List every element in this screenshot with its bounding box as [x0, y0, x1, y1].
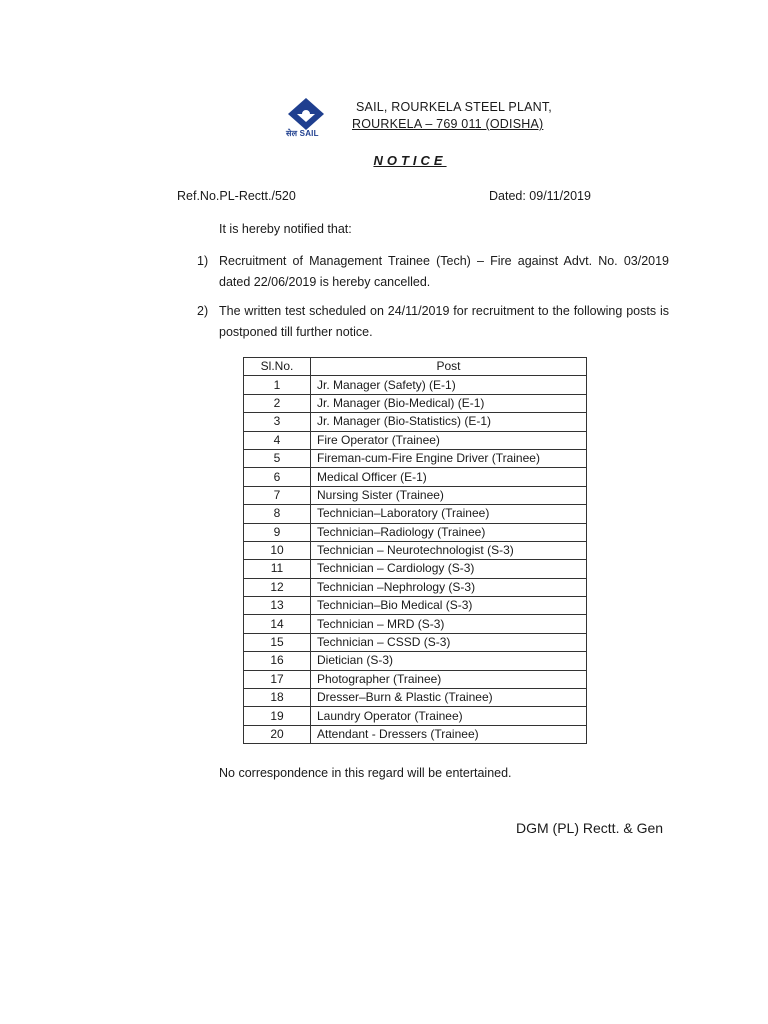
post-cell: Technician–Radiology (Trainee) [311, 523, 587, 541]
sl-no-cell: 2 [244, 394, 311, 412]
sl-no-cell: 9 [244, 523, 311, 541]
post-cell: Photographer (Trainee) [311, 670, 587, 688]
sl-no-cell: 13 [244, 597, 311, 615]
notice-item-2 [197, 301, 669, 343]
sl-no-cell: 3 [244, 413, 311, 431]
sl-no-cell: 10 [244, 541, 311, 559]
intro-text: It is hereby notified that: [219, 222, 352, 236]
sl-no-cell: 5 [244, 449, 311, 467]
item-text: Recruitment of Management Trainee (Tech) – Fire against Advt. No. 03/2019 dated 22/06/2019 is hereby cancelled. [219, 254, 669, 289]
sl-no-cell: 16 [244, 652, 311, 670]
sl-no-cell: 20 [244, 725, 311, 743]
post-cell: Technician–Laboratory (Trainee) [311, 505, 587, 523]
sl-no-cell: 4 [244, 431, 311, 449]
logo-text: सेल SAIL [286, 129, 319, 138]
post-cell: Technician – Cardiology (S-3) [311, 560, 587, 578]
closing-text: No correspondence in this regard will be entertained. [219, 766, 512, 780]
post-cell: Medical Officer (E-1) [311, 468, 587, 486]
post-cell: Technician – CSSD (S-3) [311, 633, 587, 651]
organization-address: ROURKELA – 769 011 (ODISHA) [352, 117, 544, 131]
column-header-sl-no: Sl.No. [244, 358, 311, 376]
item-number: 1) [197, 254, 209, 268]
sl-no-cell: 12 [244, 578, 311, 596]
table-row [244, 541, 587, 559]
table-row [244, 597, 587, 615]
sl-no-cell: 1 [244, 376, 311, 394]
post-cell: Jr. Manager (Bio-Medical) (E-1) [311, 394, 587, 412]
post-cell: Laundry Operator (Trainee) [311, 707, 587, 725]
table-row [244, 707, 587, 725]
post-cell: Technician –Nephrology (S-3) [311, 578, 587, 596]
table-row [244, 413, 587, 431]
sl-no-cell: 18 [244, 689, 311, 707]
sl-no-cell: 7 [244, 486, 311, 504]
sl-no-cell: 6 [244, 468, 311, 486]
sl-no-cell: 17 [244, 670, 311, 688]
post-cell: Jr. Manager (Safety) (E-1) [311, 376, 587, 394]
item-text: The written test scheduled on 24/11/2019 for recruitment to the following posts is postponed till further notice. [219, 304, 669, 339]
table-row [244, 505, 587, 523]
column-header-post: Post [311, 358, 587, 376]
post-cell: Technician–Bio Medical (S-3) [311, 597, 587, 615]
organization-name: SAIL, ROURKELA STEEL PLANT, [356, 100, 552, 114]
table-row [244, 394, 587, 412]
table-row [244, 633, 587, 651]
table-row [244, 449, 587, 467]
notice-date: Dated: 09/11/2019 [489, 189, 591, 203]
sl-no-cell: 14 [244, 615, 311, 633]
signature-designation: DGM (PL) Rectt. & Gen [516, 820, 664, 836]
table-row [244, 725, 587, 743]
post-cell: Attendant - Dressers (Trainee) [311, 725, 587, 743]
sl-no-cell: 11 [244, 560, 311, 578]
table-row [244, 468, 587, 486]
notice-item-1 [197, 251, 669, 293]
table-row [244, 689, 587, 707]
table-row [244, 431, 587, 449]
table-row [244, 523, 587, 541]
sl-no-cell: 15 [244, 633, 311, 651]
sl-no-cell: 19 [244, 707, 311, 725]
table-header-row [244, 358, 587, 376]
post-cell: Jr. Manager (Bio-Statistics) (E-1) [311, 413, 587, 431]
reference-number: Ref.No.PL-Rectt./520 [177, 189, 296, 203]
item-number: 2) [197, 304, 209, 318]
post-cell: Technician – Neurotechnologist (S-3) [311, 541, 587, 559]
post-cell: Dresser–Burn & Plastic (Trainee) [311, 689, 587, 707]
table-row [244, 560, 587, 578]
sl-no-cell: 8 [244, 505, 311, 523]
post-cell: Nursing Sister (Trainee) [311, 486, 587, 504]
post-cell: Dietician (S-3) [311, 652, 587, 670]
table-row [244, 670, 587, 688]
post-cell: Technician – MRD (S-3) [311, 615, 587, 633]
table-row [244, 578, 587, 596]
table-row [244, 652, 587, 670]
posts-table [243, 357, 587, 744]
table-row [244, 615, 587, 633]
table-row [244, 486, 587, 504]
post-cell: Fire Operator (Trainee) [311, 431, 587, 449]
post-cell: Fireman-cum-Fire Engine Driver (Trainee) [311, 449, 587, 467]
notice-title: NOTICE [373, 153, 447, 168]
table-row [244, 376, 587, 394]
